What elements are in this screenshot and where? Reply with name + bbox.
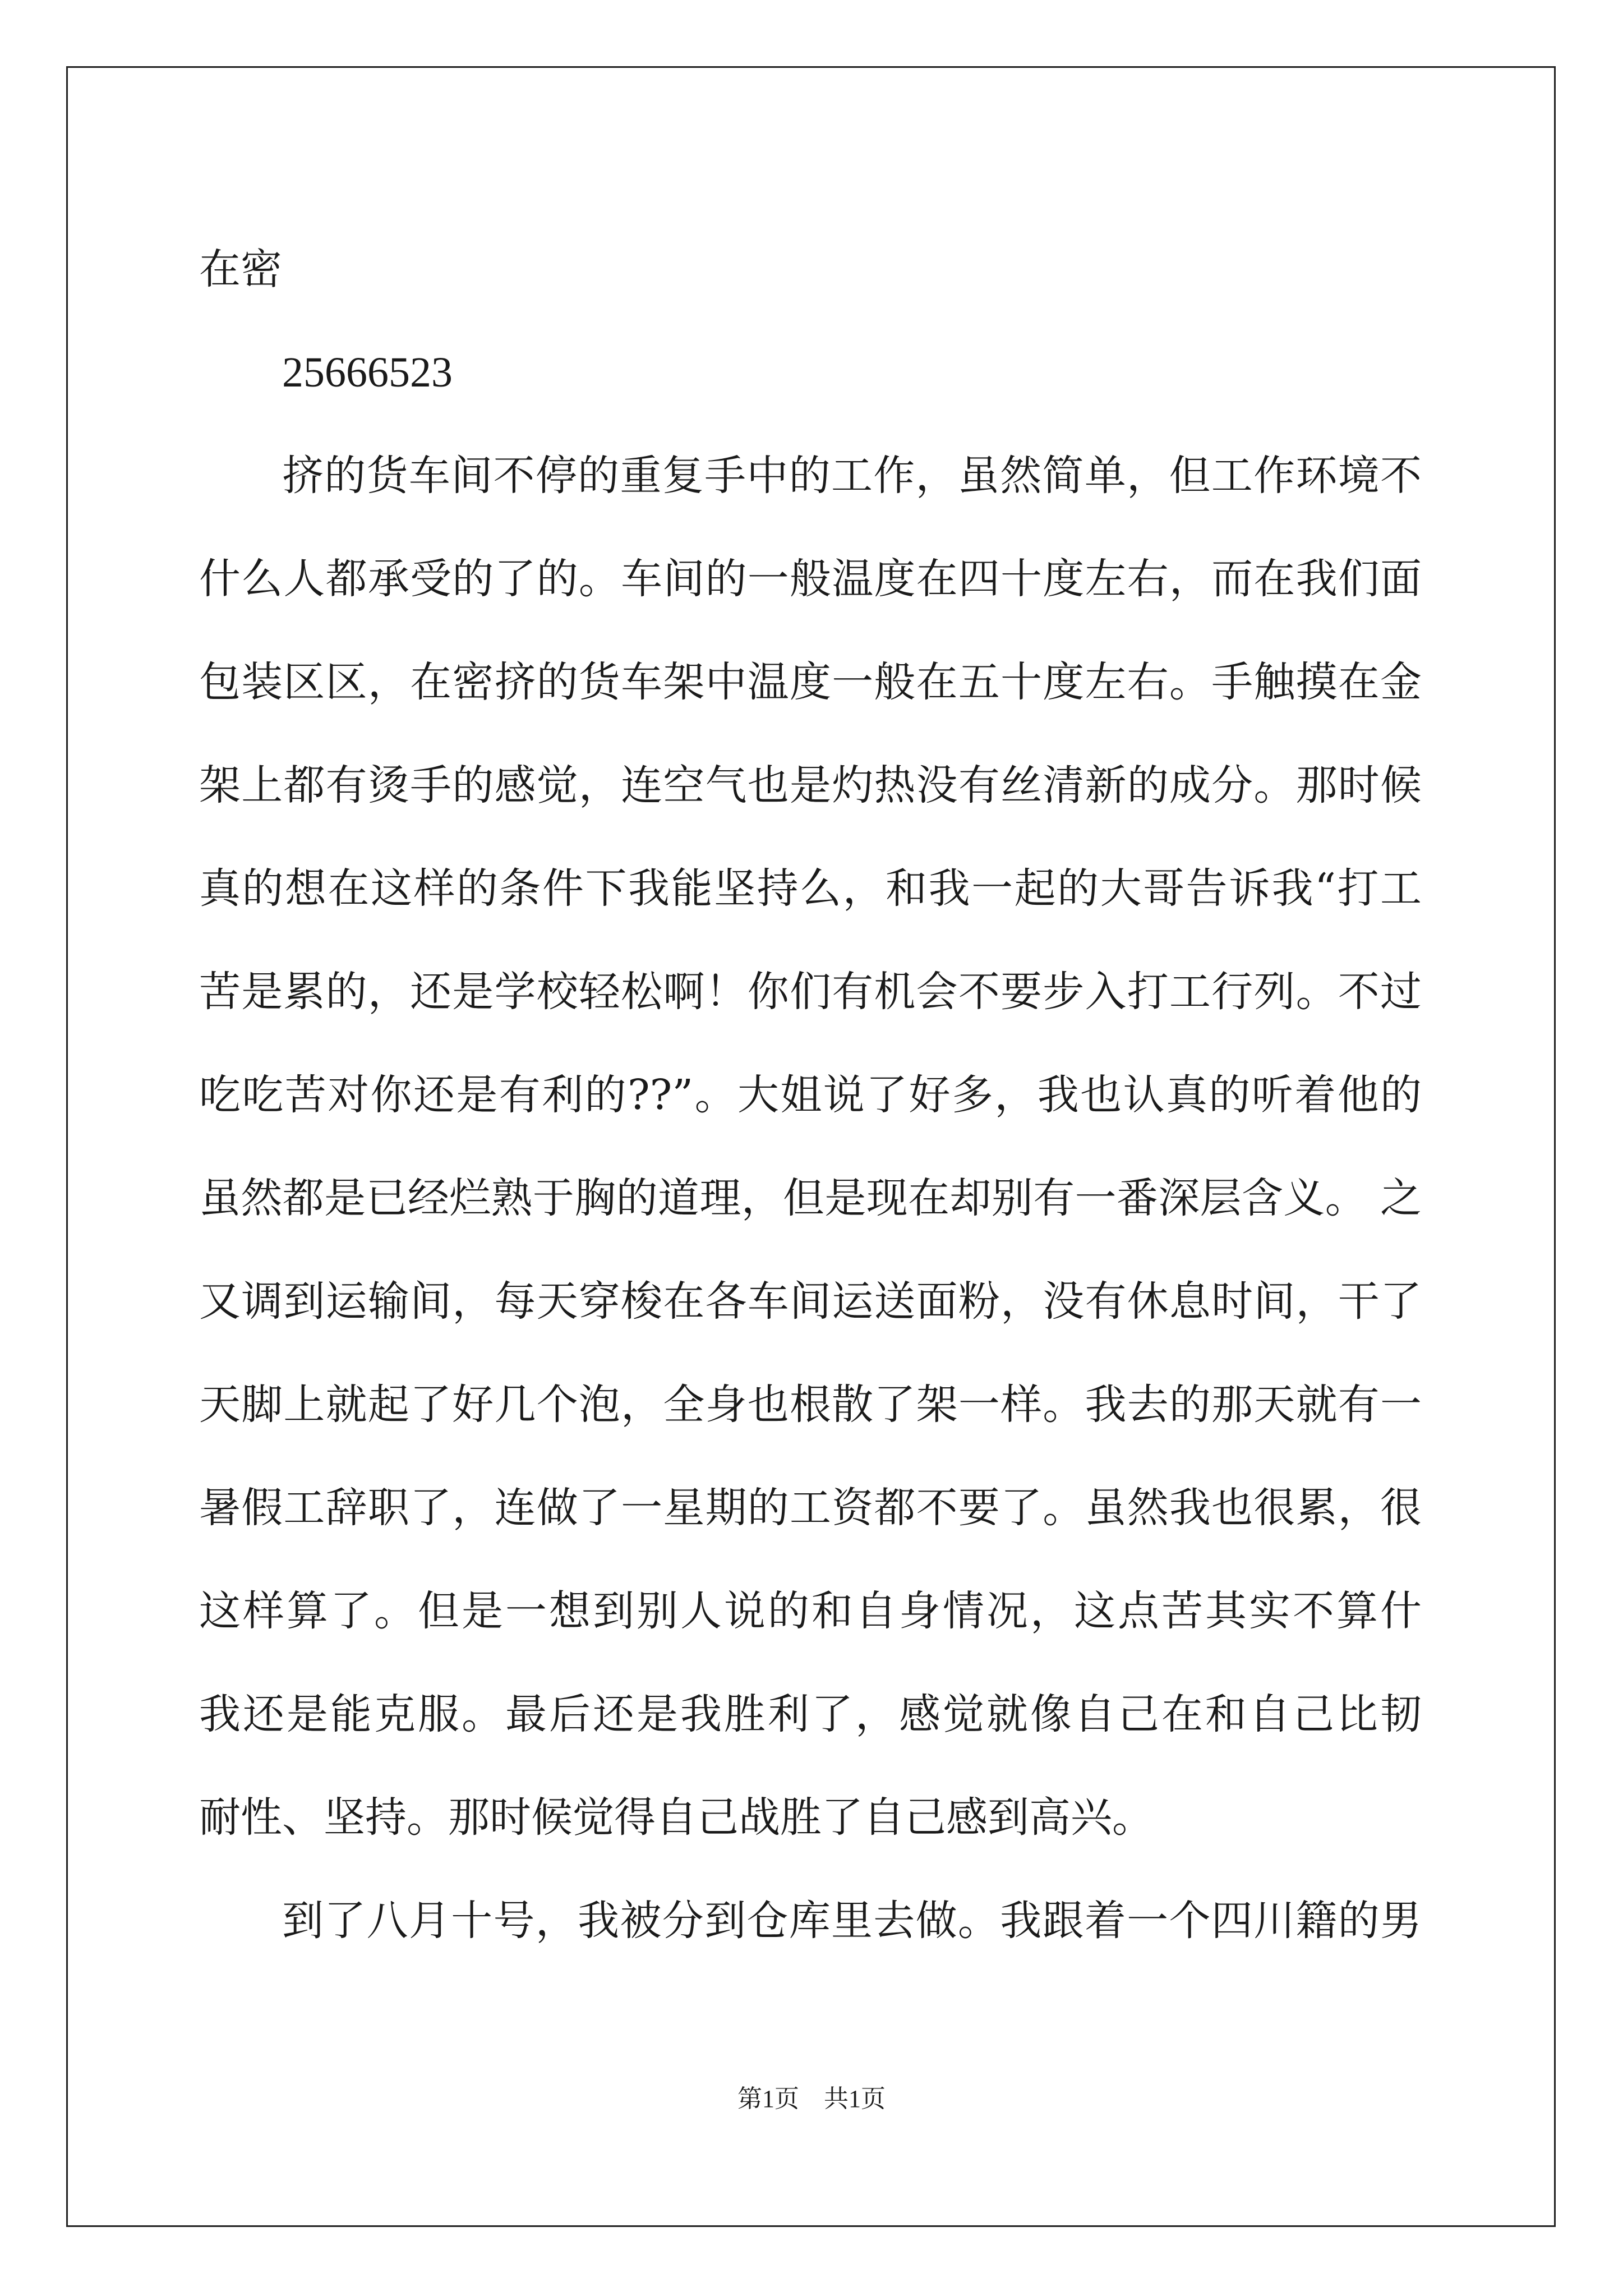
text-line-5: 真的想在这样的条件下我能坚持么，和我一起的大哥告诉我“打工	[199, 864, 1422, 913]
text-line-2: 什么人都承受的了的。车间的一般温度在四十度左右，而在我们面	[199, 555, 1422, 603]
text-line-11: 暑假工辞职了，连做了一星期的工资都不要了。虽然我也很累，很	[199, 1484, 1422, 1532]
document-number: 25666523	[282, 349, 453, 396]
text-line-6: 苦是累的，还是学校轻松啊！你们有机会不要步入打工行列。不过	[199, 968, 1422, 1016]
text-line-4: 架上都有烫手的感觉，连空气也是灼热没有丝清新的成分。那时候	[199, 761, 1422, 809]
text-line-9: 又调到运输间，每天穿梭在各车间运送面粉，没有休息时间，干了	[199, 1277, 1422, 1326]
text-line-14: 耐性、坚持。那时候觉得自己战胜了自己感到高兴。	[199, 1793, 1154, 1842]
text-line-7: 吃吃苦对你还是有利的??”。大姐说了好多，我也认真的听着他的	[199, 1071, 1422, 1119]
document-title: 在密	[199, 245, 282, 293]
text-line-3: 包装区区，在密挤的货车架中温度一般在五十度左右。手触摸在金	[199, 658, 1422, 706]
text-line-13: 我还是能克服。最后还是我胜利了，感觉就像自己在和自己比韧	[199, 1690, 1422, 1738]
text-line-1: 挤的货车间不停的重复手中的工作，虽然简单，但工作环境不	[282, 452, 1422, 500]
document-body	[199, 218, 1422, 1972]
text-line-8: 虽然都是已经烂熟于胸的道理，但是现在却别有一番深层含义。 之	[199, 1174, 1422, 1222]
page-footer: 第1页 共1页	[737, 2085, 886, 2113]
text-line-12: 这样算了。但是一想到别人说的和自身情况，这点苦其实不算什	[199, 1587, 1422, 1635]
text-line-15: 到了八月十号，我被分到仓库里去做。我跟着一个四川籍的男	[282, 1897, 1422, 1945]
text-line-10: 天脚上就起了好几个泡，全身也根散了架一样。我去的那天就有一	[199, 1381, 1422, 1429]
